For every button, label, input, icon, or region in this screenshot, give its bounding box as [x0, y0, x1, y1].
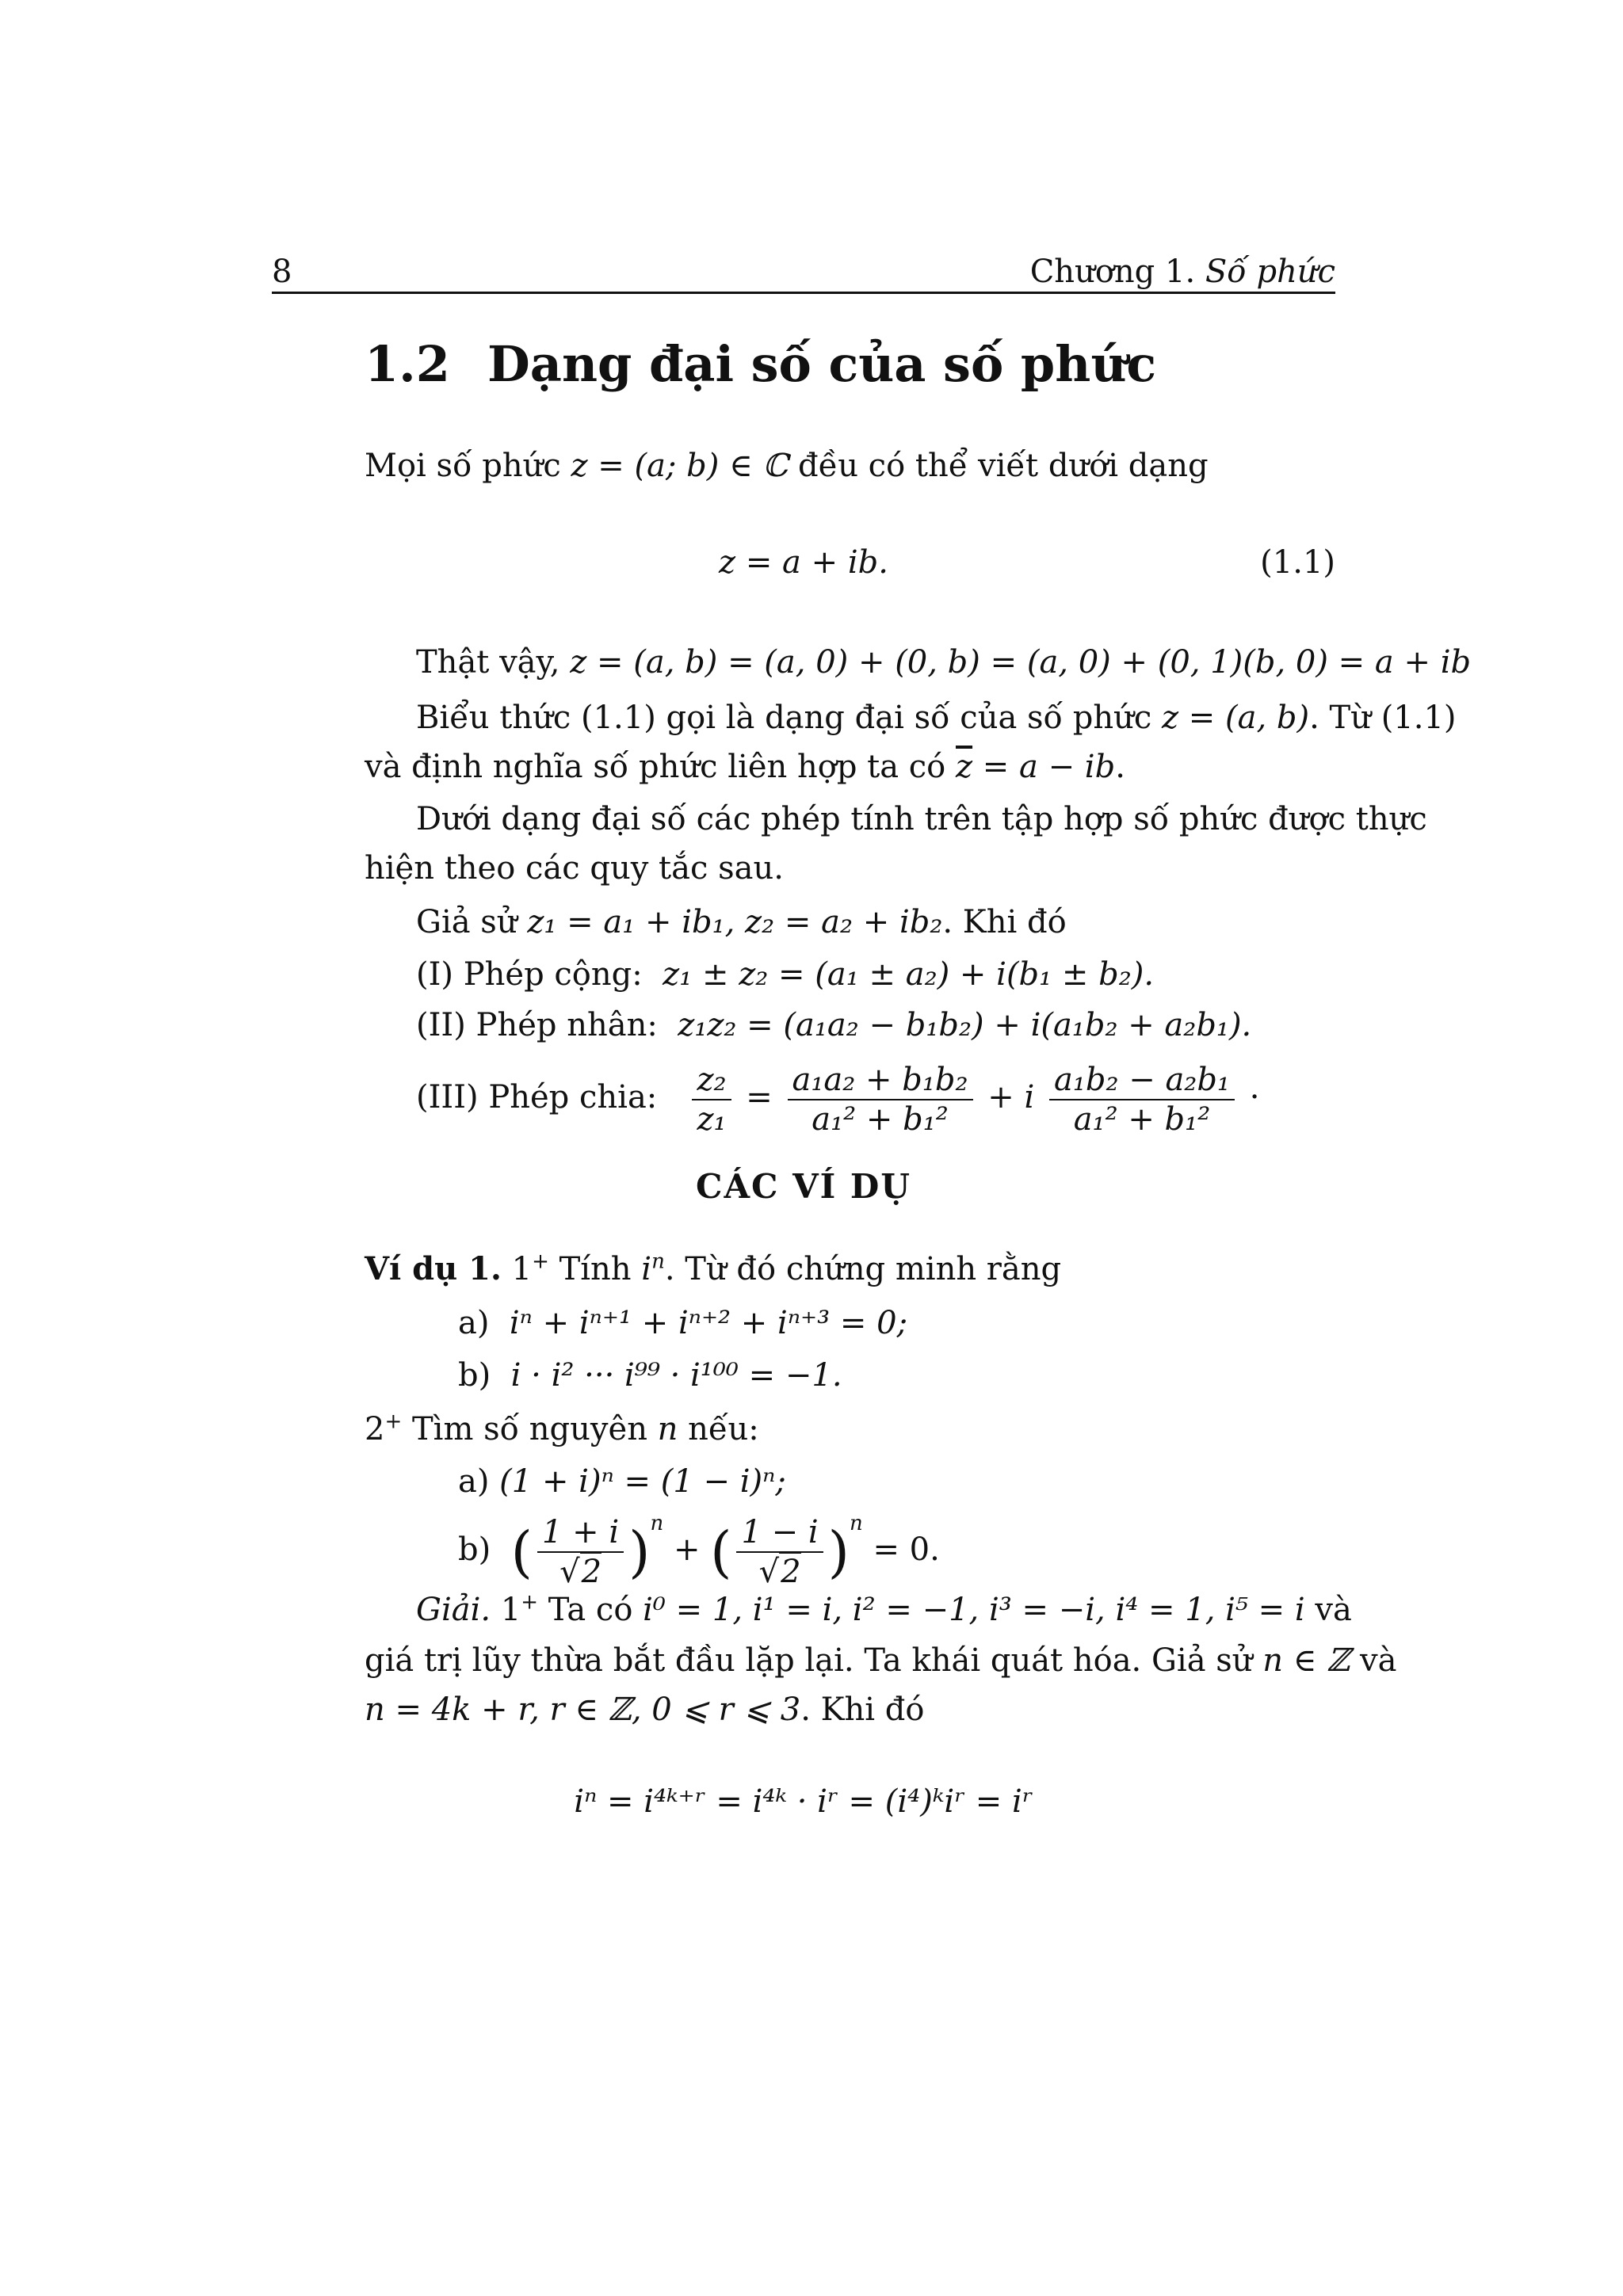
rule-division-label: (III) Phép chia:	[416, 1079, 658, 1116]
algebraic-text-b: . Từ (1.1)	[1309, 700, 1457, 736]
solution-equation-math: iⁿ = i⁴ᵏ⁺ʳ = i⁴ᵏ · iʳ = (i⁴)ᵏiʳ = iʳ	[574, 1783, 1033, 1820]
part-2-fraction-1-denominator: √2	[559, 1554, 602, 1590]
proof-math: z = (a, b) = (a, 0) + (0, b) = (a, 0) + (0, 1)(b, 0) = a + ib	[570, 644, 1472, 681]
intro-text-b: đều có thể viết dưới dạng	[788, 448, 1209, 484]
operations-intro-line-1: Dưới dạng đại số các phép tính trên tập hợp số phức được thực	[416, 801, 1427, 837]
chapter-name: Số phức	[1205, 254, 1335, 290]
rule-multiplication	[416, 1003, 1251, 1047]
example-1-label: Ví dụ 1.	[365, 1250, 502, 1287]
example-1-part-2	[365, 1407, 759, 1451]
example-1-item-a	[458, 1301, 907, 1345]
page-number: 8	[272, 254, 292, 290]
solution-text-1: Ta có	[538, 1592, 643, 1628]
part-2-fraction-1	[537, 1513, 624, 1591]
solution-tail-1: và	[1304, 1592, 1352, 1628]
division-fraction-2	[1049, 1061, 1235, 1138]
conjugate-period: .	[1115, 749, 1125, 785]
part-2-fraction-2-numerator: 1 − i	[736, 1513, 823, 1553]
example-1-part-1-sup: +	[532, 1249, 549, 1274]
example-1-text-b: . Từ đó chứng minh rằng	[664, 1251, 1062, 1287]
division-end-dot: ·	[1249, 1079, 1260, 1116]
rule-multiplication-math: z₁z₂ = (a₁a₂ − b₁b₂) + i(a₁b₂ + a₂b₁).	[678, 1007, 1252, 1043]
division-lhs-fraction	[692, 1061, 731, 1138]
solution-label: Giải.	[416, 1592, 491, 1628]
solution-math-3: n = 4k + r, r ∈ ℤ, 0 ⩽ r ⩽ 3	[365, 1691, 801, 1728]
rule-multiplication-label: (II) Phép nhân:	[416, 1007, 658, 1043]
example-1-item-b	[458, 1353, 842, 1398]
assumption-line	[416, 900, 1067, 944]
proof-line	[416, 640, 1471, 685]
solution-line-3	[365, 1688, 924, 1732]
part-2-n: n	[657, 1411, 678, 1447]
solution-math-2: n ∈ ℤ	[1262, 1642, 1350, 1679]
algebraic-form-line-1	[416, 696, 1457, 740]
rule-addition-math: z₁ ± z₂ = (a₁ ± a₂) + i(b₁ ± b₂).	[663, 956, 1155, 993]
algebraic-text-a: Biểu thức (1.1) gọi là dạng đại số của số phức	[416, 700, 1162, 736]
part-2-sup: +	[384, 1409, 403, 1434]
algebraic-form-line-2	[365, 745, 1125, 789]
conjugate-math: = a − ib	[972, 749, 1116, 785]
running-header	[272, 252, 1335, 292]
part-2-item-a-math: (1 + i)ⁿ = (1 − i)ⁿ;	[499, 1463, 786, 1500]
section-number: 1.2	[365, 335, 450, 393]
solution-part-1-sup: +	[521, 1590, 539, 1615]
assumption-math: z₁ = a₁ + ib₁, z₂ = a₂ + ib₂	[527, 904, 943, 940]
item-a-math: iⁿ + iⁿ⁺¹ + iⁿ⁺² + iⁿ⁺³ = 0;	[509, 1305, 908, 1341]
equation-1-1	[272, 540, 1335, 585]
operations-intro-line-2: hiện theo các quy tắc sau.	[365, 850, 784, 887]
part-2-number: 2	[365, 1411, 385, 1447]
part-2-item-a-label: a)	[458, 1463, 490, 1500]
chapter-title	[1030, 252, 1335, 292]
conjugate-text: và định nghĩa số phức liên hợp ta có	[365, 749, 956, 785]
solution-text-2: giá trị lũy thừa bắt đầu lặp lại. Ta khái quát hóa. Giả sử	[365, 1642, 1263, 1679]
division-fraction-2-numerator: a₁b₂ − a₂b₁	[1049, 1061, 1235, 1100]
solution-tail-2: và	[1350, 1642, 1397, 1679]
rule-division	[416, 1054, 1259, 1141]
rule-addition-label: (I) Phép cộng:	[416, 956, 643, 993]
division-fraction-1	[788, 1061, 973, 1138]
example-1-part-1: 1	[501, 1251, 533, 1287]
algebraic-math: z = (a, b)	[1161, 700, 1310, 736]
division-plus-i: + i	[987, 1079, 1035, 1116]
conjugate-zbar: $\overline{z}$	[955, 749, 973, 785]
proof-lead: Thật vậy,	[416, 644, 571, 681]
equation-number: (1.1)	[1260, 544, 1335, 581]
part-2-text: Tìm số nguyên	[402, 1411, 658, 1447]
section-heading	[365, 333, 1156, 396]
part-2-fraction-1-numerator: 1 + i	[537, 1513, 624, 1553]
intro-text-a: Mọi số phức	[365, 448, 571, 484]
example-1-statement	[365, 1247, 1061, 1291]
division-lhs-denominator: z₁	[697, 1101, 727, 1138]
item-b-label: b)	[458, 1357, 491, 1394]
examples-heading: CÁC VÍ DỤ	[696, 1167, 911, 1206]
item-a-label: a)	[458, 1305, 490, 1341]
division-fraction-1-denominator: a₁² + b₁²	[812, 1101, 949, 1138]
part-2-item-a	[458, 1459, 786, 1504]
division-fraction-1-numerator: a₁a₂ + b₁b₂	[788, 1061, 973, 1100]
part-2-fraction-2	[736, 1513, 823, 1591]
solution-part-1: 1	[491, 1592, 521, 1628]
solution-tail-3: . Khi đó	[800, 1691, 925, 1728]
example-1-text-a: Tính	[548, 1251, 642, 1287]
chapter-label: Chương 1.	[1029, 254, 1205, 290]
part-2-end: = 0.	[873, 1531, 940, 1568]
solution-equation	[272, 1779, 1335, 1824]
intro-paragraph	[365, 444, 1209, 488]
part-2-item-b-label: b)	[458, 1531, 491, 1568]
rule-addition	[416, 952, 1154, 997]
example-1-power: $i^n$	[641, 1249, 665, 1287]
division-fraction-2-denominator: a₁² + b₁²	[1073, 1101, 1211, 1138]
section-title-text: Dạng đại số của số phức	[487, 335, 1157, 393]
part-2-item-b: b) ( $\frac{1 + i}{√2}$ )$^n$ + ( $\frac{1 - i}{√2}$ )$^n$ = 0.	[458, 1512, 940, 1590]
division-equals: =	[746, 1079, 773, 1116]
assumption-tail: . Khi đó	[942, 904, 1067, 940]
part-2-plus: +	[673, 1531, 701, 1568]
solution-line-2	[365, 1638, 1396, 1683]
division-lhs-numerator: z₂	[692, 1061, 731, 1100]
header-rule	[272, 292, 1335, 294]
intro-math: z = (a; b) ∈ ℂ	[571, 448, 789, 484]
equation-1-1-math: z = a + ib.	[719, 544, 888, 581]
part-2-tail: nếu:	[678, 1411, 759, 1447]
part-2-fraction-2-denominator: √2	[758, 1554, 801, 1590]
assumption-lead: Giả sử	[416, 904, 528, 940]
item-b-math: i · i² ··· i⁹⁹ · i¹⁰⁰ = −1.	[510, 1357, 842, 1394]
solution-line-1	[416, 1588, 1352, 1632]
solution-powers: i⁰ = 1, i¹ = i, i² = −1, i³ = −i, i⁴ = 1, i⁵ = i	[643, 1592, 1305, 1628]
